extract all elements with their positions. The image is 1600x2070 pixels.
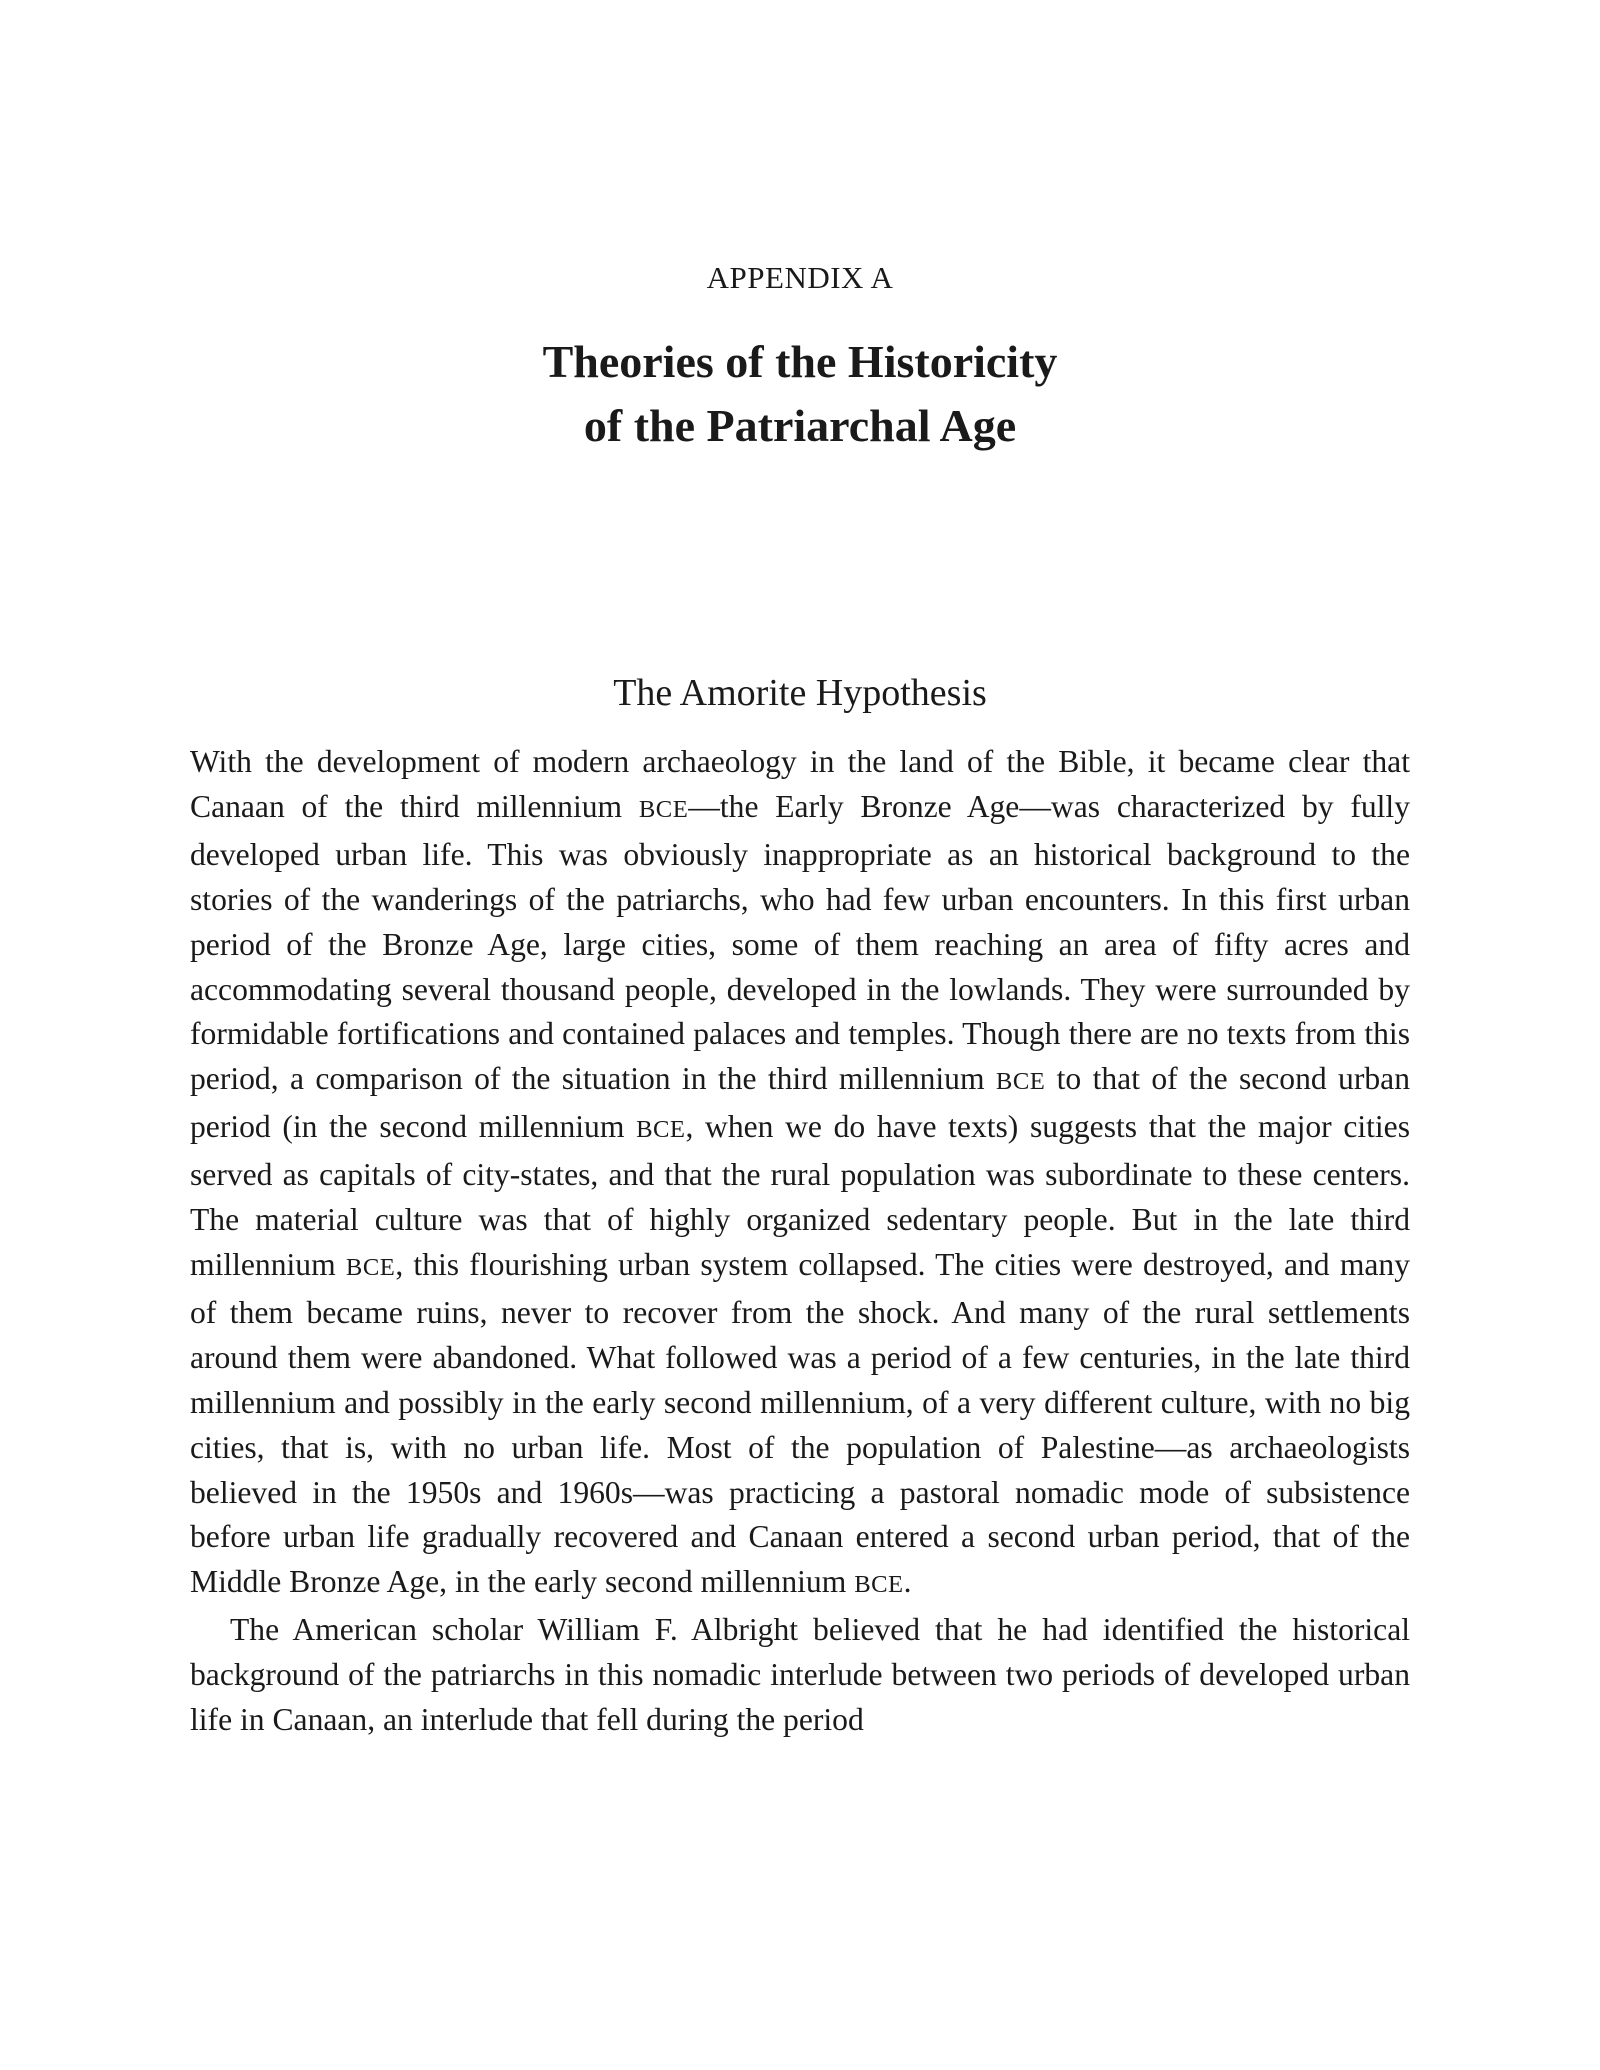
- paragraph-1-text: —the Early Bronze Age—was characterized by fully developed urban life. This was obviously inappropriate as an historical background to the stories of the wanderings of the patriarchs, who had few urban encounters. In this first urban period of the Bronze Age, large cities, some of them reaching an area of fifty acres and accommodating several thousand people, developed in the lowlands. They were surrounded by formidable fortifications and contained palaces and temples. Though there are no texts from this period, a comparison of the situation in the third millennium: [190, 788, 1410, 1097]
- chapter-title-line-2: of the Patriarchal Age: [583, 400, 1017, 451]
- body-text: [190, 740, 1410, 1743]
- era-abbreviation: BCE: [636, 1116, 686, 1144]
- paragraph-1-text: .: [903, 1564, 912, 1600]
- era-abbreviation: BCE: [345, 1253, 396, 1281]
- paragraph-1-text: , this flourishing urban system collapsed. The cities were destroyed, and many of them became ruins, never to recover from the shock. And many of the rural settlements around them were abandoned. What followed was a period of a few centuries, in the late third millennium and possibly in the early second millennium, of a very different culture, with no big cities, that is, with no urban life. Most of the population of Palestine—as archaeologists believed in the 1950s and 1960s—was practicing a pastoral nomadic mode of subsistence before urban life gradually recovered and Canaan entered a second urban period, that of the Middle Bronze Age, in the early second millennium: [190, 1246, 1411, 1600]
- chapter-title: [0, 330, 1600, 458]
- paragraph-2: The American scholar William F. Albright believed that he had identified the historical background of the patriarchs in this nomadic interlude between two periods of developed urban life in Canaan, an interlude that fell during the period: [190, 1612, 1410, 1738]
- chapter-title-line-1: Theories of the Historicity: [542, 336, 1058, 387]
- era-abbreviation: BCE: [854, 1571, 904, 1599]
- section-heading: The Amorite Hypothesis: [613, 672, 987, 714]
- paragraph-1: [190, 740, 1410, 1608]
- appendix-label: APPENDIX A: [706, 260, 894, 295]
- paragraph-1-text: to that of the second urban period (in the second millennium: [190, 1061, 1410, 1145]
- paragraph-1-text: With the development of modern archaeology in the land of the Bible, it became clear that Canaan of the third millennium: [190, 744, 1410, 824]
- paragraph-1-text: , when we do have texts) suggests that the major cities served as capitals of city-states, and that the rural population was subordinate to these centers. The material culture was that of highly organized sedentary people. But in the late third millennium: [190, 1109, 1410, 1282]
- era-abbreviation: BCE: [638, 795, 689, 823]
- era-abbreviation: BCE: [995, 1068, 1046, 1096]
